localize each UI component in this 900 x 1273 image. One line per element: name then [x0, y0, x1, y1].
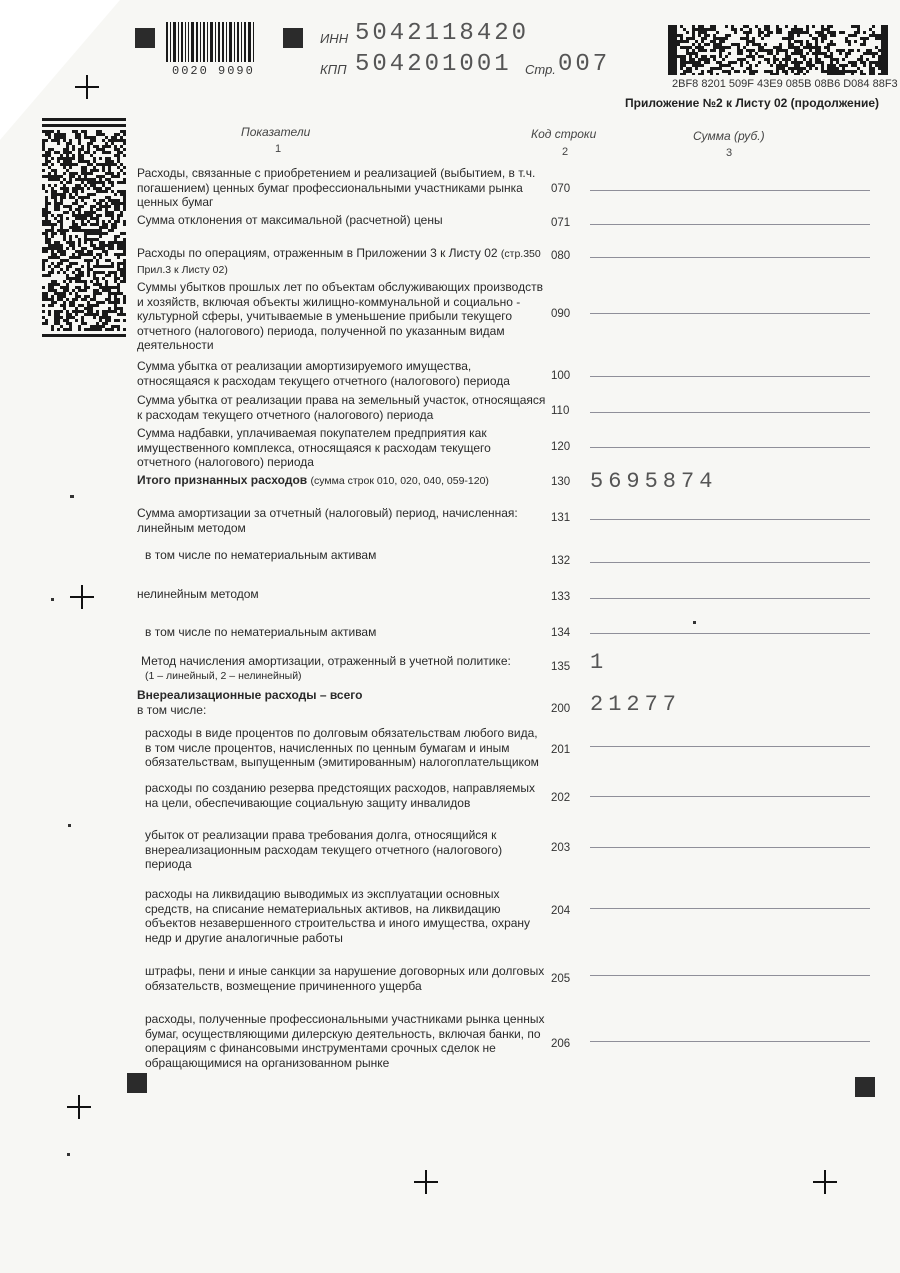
- row-133-code: 133: [551, 591, 571, 603]
- barcode-number: 0020 9090: [172, 64, 255, 78]
- row-202-field[interactable]: [590, 796, 870, 797]
- column-header-indicators: Показатели: [241, 125, 311, 139]
- row-201-label: расходы в виде процентов по долговым обязательствам любого вида, в том числе процентов, начисленных по ценным бумагам и иным обязательствам, выпущенным (эмитированным) налогоплательщиком: [145, 726, 539, 769]
- row-134-code: 134: [551, 627, 571, 639]
- row-132-code: 132: [551, 555, 571, 567]
- row-120-label: Сумма надбавки, уплачиваемая покупателем предприятия как имущественного комплекса, относящаяся к расходам текущего отчетного (налогового) периода: [137, 426, 491, 469]
- row-080-field[interactable]: [590, 257, 870, 258]
- row-130-note: (сумма строк 010, 020, 040, 059-120): [310, 475, 489, 487]
- row-133-field[interactable]: [590, 598, 870, 599]
- pdf417-barcode: [668, 25, 888, 75]
- row-206-label: расходы, полученные профессиональными участниками рынка ценных бумаг, осуществляющими дилерскую деятельность, включая банки, по операциям с финансовыми инструментами срочных сделок не обращающимися на организованном рынке: [145, 1012, 545, 1070]
- row-200-value[interactable]: 21277: [590, 692, 682, 717]
- scan-speck: [68, 824, 71, 827]
- row-201-field[interactable]: [590, 746, 870, 747]
- crosshair-mark: [414, 1170, 438, 1194]
- row-204-code: 204: [551, 905, 571, 917]
- row-110-field[interactable]: [590, 412, 870, 413]
- crosshair-mark: [67, 1095, 91, 1119]
- registration-square-bottom-left: [127, 1073, 147, 1093]
- page-label: Стр.: [525, 62, 556, 77]
- row-070-label: Расходы, связанные с приобретением и реализацией (выбытием, в т.ч. погашением) ценных бумаг профессиональными участниками рынка ценных бумаг: [137, 166, 536, 209]
- row-135-code: 135: [551, 661, 571, 673]
- inn-value: 5042118420: [355, 20, 530, 47]
- row-205-code: 205: [551, 973, 571, 985]
- row-203-code: 203: [551, 842, 571, 854]
- row-131-code: 131: [551, 512, 571, 524]
- row-134-label: в том числе по нематериальным активам: [145, 625, 377, 639]
- row-132-field[interactable]: [590, 562, 870, 563]
- row-135-note: (1 – линейный, 2 – нелинейный): [145, 669, 302, 682]
- row-130-label: [137, 473, 547, 489]
- row-131-field[interactable]: [590, 519, 870, 520]
- row-203-field[interactable]: [590, 847, 870, 848]
- row-120-field[interactable]: [590, 447, 870, 448]
- registration-square-top-left: [135, 28, 155, 48]
- row-080-label: [137, 246, 547, 277]
- inn-label: ИНН: [320, 31, 349, 46]
- row-203-label: убыток от реализации права требования долга, относящийся к внереализационным расходам текущего отчетного (налогового) периода: [145, 828, 503, 871]
- row-120-code: 120: [551, 441, 571, 453]
- row-070-field[interactable]: [590, 190, 870, 191]
- row-204-label: расходы на ликвидацию выводимых из эксплуатации основных средств, на списание нематериальных активов, на ликвидацию объектов незавершенного строительства и иного имущества, охрану недр и другие аналогичные работы: [145, 887, 531, 945]
- column-number-1: 1: [275, 143, 282, 155]
- row-080-note: (стр.350 Прил.3 к Листу 02): [137, 248, 541, 276]
- row-200-code: 200: [551, 703, 571, 715]
- registration-square-bottom-right: [855, 1077, 875, 1097]
- row-132-label: в том числе по нематериальным активам: [145, 548, 377, 562]
- scan-speck: [693, 621, 696, 624]
- scan-speck: [67, 1153, 70, 1156]
- kpp-label: КПП: [320, 62, 347, 77]
- row-202-code: 202: [551, 792, 571, 804]
- vertical-2d-barcode: [42, 118, 126, 340]
- row-200-text: Внереализационные расходы – всего: [137, 688, 363, 702]
- row-090-field[interactable]: [590, 313, 870, 314]
- row-135-value[interactable]: 1: [590, 650, 609, 675]
- column-header-line-code: Код строки: [531, 127, 597, 141]
- row-130-code: 130: [551, 476, 571, 488]
- row-130-text: Итого признанных расходов: [137, 473, 308, 487]
- row-071-code: 071: [551, 217, 571, 229]
- page-value: 007: [558, 51, 611, 78]
- crosshair-mark: [70, 585, 94, 609]
- column-number-2: 2: [562, 146, 569, 158]
- kpp-value: 504201001: [355, 51, 512, 78]
- row-080-code: 080: [551, 250, 571, 262]
- row-205-label: штрафы, пени и иные санкции за нарушение договорных или долговых обязательств, возмещение причиненного ущерба: [145, 964, 545, 993]
- row-090-code: 090: [551, 308, 571, 320]
- column-header-amount: Сумма (руб.): [693, 129, 765, 143]
- row-131-label: Сумма амортизации за отчетный (налоговый) период, начисленная: линейным методом: [137, 506, 518, 535]
- row-100-field[interactable]: [590, 376, 870, 377]
- scan-speck: [51, 598, 54, 601]
- row-200-note: в том числе:: [137, 702, 207, 717]
- row-201-code: 201: [551, 744, 571, 756]
- registration-square-top-mid: [283, 28, 303, 48]
- row-110-label: Сумма убытка от реализации права на земельный участок, относящаяся к расходам текущего отчетного (налогового) периода: [137, 393, 546, 422]
- row-100-code: 100: [551, 370, 571, 382]
- crosshair-mark: [75, 75, 99, 99]
- row-204-field[interactable]: [590, 908, 870, 909]
- row-202-label: расходы по созданию резерва предстоящих расходов, направляемых на цели, обеспечивающие социальную защиту инвалидов: [145, 781, 536, 810]
- row-100-label: Сумма убытка от реализации амортизируемого имущества, относящаяся к расходам текущего отчетного (налогового) периода: [137, 359, 510, 388]
- crosshair-mark: [813, 1170, 837, 1194]
- column-number-3: 3: [726, 147, 733, 159]
- row-133-label: нелинейным методом: [137, 587, 259, 601]
- row-205-field[interactable]: [590, 975, 870, 976]
- sheet-title: Приложение №2 к Листу 02 (продолжение): [625, 96, 880, 110]
- row-071-label: Сумма отклонения от максимальной (расчетной) цены: [137, 213, 443, 227]
- row-110-code: 110: [551, 405, 570, 417]
- row-200-label: [137, 688, 547, 717]
- row-130-value[interactable]: 5695874: [590, 469, 718, 494]
- row-134-field[interactable]: [590, 633, 870, 634]
- row-080-text: Расходы по операциям, отраженным в Приложении 3 к Листу 02: [137, 246, 498, 260]
- row-090-label: Суммы убытков прошлых лет по объектам обслуживающих производств и хозяйств, включая объекты жилищно-коммунальной и социально - культурной сферы, учитываемые в уменьшение прибыли текущего отчетного (налогового) периода, полученной по указанным видам деятельности: [137, 280, 543, 352]
- row-135-text: Метод начисления амортизации, отраженный в учетной политике:: [141, 654, 511, 668]
- linear-barcode: [166, 22, 256, 62]
- row-070-code: 070: [551, 183, 571, 195]
- row-135-label: [141, 654, 551, 683]
- barcode-code-string: 2BF8 8201 509F 43E9 085B 08B6 D084 88F3: [672, 78, 898, 90]
- row-206-field[interactable]: [590, 1041, 870, 1042]
- row-206-code: 206: [551, 1038, 571, 1050]
- scan-speck: [70, 495, 74, 498]
- row-071-field[interactable]: [590, 224, 870, 225]
